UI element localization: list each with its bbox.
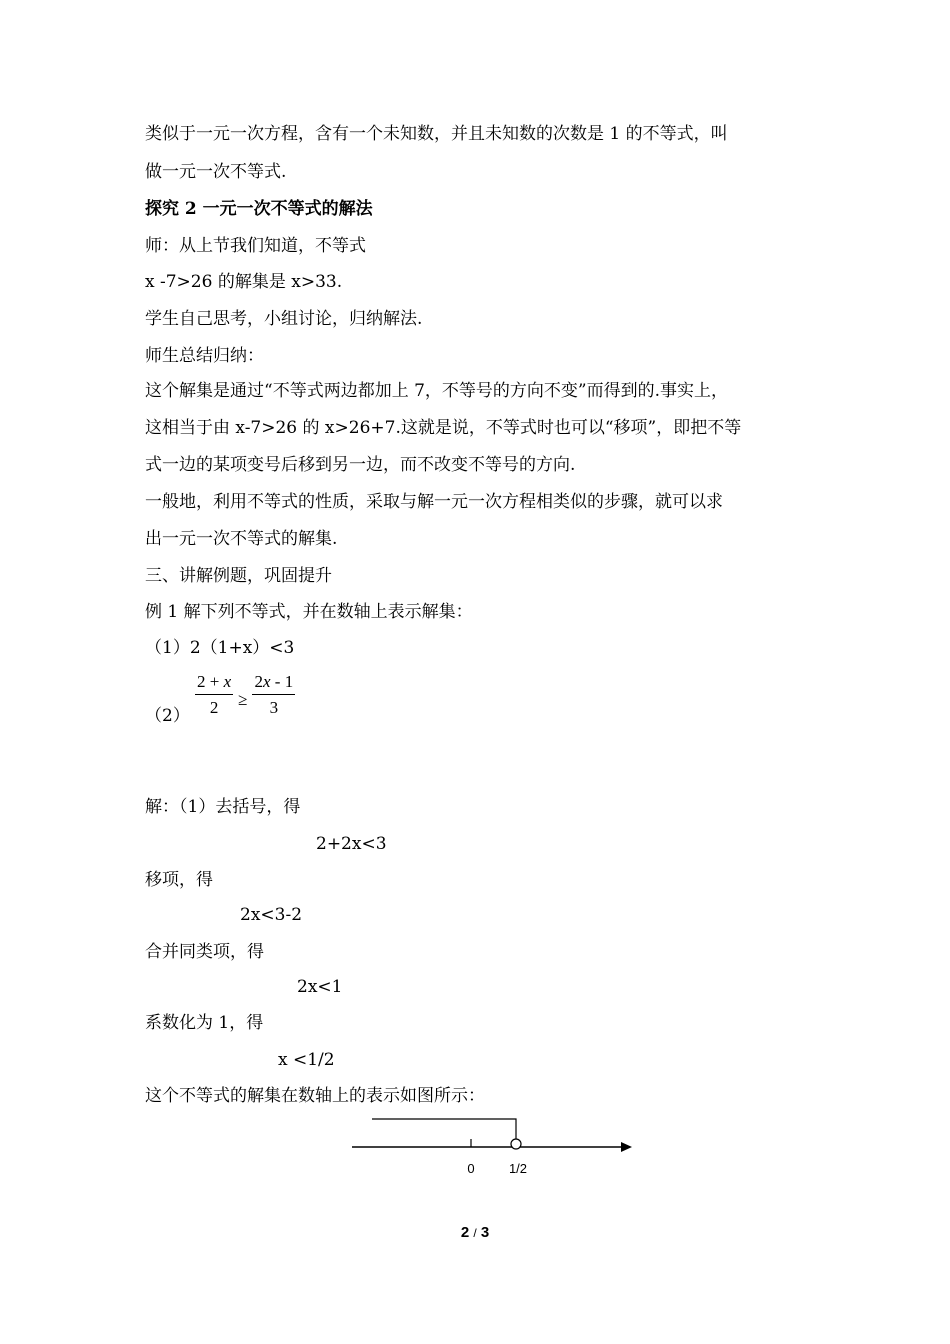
solution-step-5: 这个不等式的解集在数轴上的表示如图所示： (145, 1086, 485, 1106)
page-separator: / (473, 1226, 477, 1240)
problem-2-label: （2） (145, 706, 190, 726)
left-num-var: x (223, 672, 232, 691)
problem-1: （1）2（1+x）<3 (145, 638, 295, 658)
geq-sign: ≥ (238, 690, 248, 709)
right-num-c: - 1 (270, 672, 294, 691)
example-title: 例 1 解下列不等式，并在数轴上表示解集： (145, 602, 473, 622)
text-line-5: 学生自己思考，小组讨论，归纳解法. (145, 309, 423, 329)
right-num-a: 2 (254, 672, 263, 691)
text-line-10: 一般地，利用不等式的性质，采取与解一元一次方程相类似的步骤，就可以求 (145, 492, 723, 512)
text-line-6: 师生总结归纳： (145, 346, 264, 366)
label-one-half: 1/2 (508, 1161, 528, 1176)
solution-ray (372, 1119, 516, 1139)
right-num-var: x (262, 672, 271, 691)
equation-4: x <1/2 (278, 1050, 335, 1070)
number-line-figure (345, 1110, 640, 1182)
open-circle-icon (511, 1139, 521, 1149)
axis-arrow-icon (621, 1142, 632, 1152)
solution-step-1: 解：（1）去括号，得 (145, 797, 301, 817)
fraction-inequality (195, 672, 295, 718)
page-total: 3 (480, 1224, 490, 1241)
left-fraction (195, 672, 233, 718)
equation-2: 2x<3-2 (240, 905, 303, 925)
text-line-4: x -7>26 的解集是 x>33. (145, 272, 343, 292)
text-line-1: 类似于一元一次方程，含有一个未知数，并且未知数的次数是 1 的不等式，叫 (145, 124, 728, 144)
left-num-a: 2 + (197, 672, 224, 691)
text-line-8: 这相当于由 x-7>26 的 x>26+7.这就是说，不等式时也可以“移项”，即把不等 (145, 418, 742, 438)
text-line-9: 式一边的某项变号后移到另一边，而不改变不等号的方向. (145, 455, 576, 475)
section-heading: 探究 2 一元一次不等式的解法 (145, 199, 373, 219)
text-line-7: 这个解集是通过“不等式两边都加上 7，不等号的方向不变”而得到的.事实上， (145, 381, 729, 401)
equation-1: 2+2x<3 (316, 834, 387, 854)
left-den: 2 (209, 698, 219, 717)
text-line-3: 师：从上节我们知道，不等式 (145, 236, 366, 256)
solution-step-2: 移项，得 (145, 870, 213, 890)
text-line-2: 做一元一次不等式. (145, 162, 287, 182)
equation-3: 2x<1 (297, 977, 343, 997)
text-line-12: 三、讲解例题，巩固提升 (145, 566, 332, 586)
right-den: 3 (269, 698, 279, 717)
text-line-11: 出一元一次不等式的解集. (145, 529, 338, 549)
page-current: 2 (460, 1224, 470, 1241)
solution-step-3: 合并同类项，得 (145, 942, 264, 962)
label-zero: 0 (467, 1161, 475, 1176)
solution-step-4: 系数化为 1，得 (145, 1013, 264, 1033)
page-number (0, 1224, 950, 1241)
right-fraction (252, 672, 295, 718)
